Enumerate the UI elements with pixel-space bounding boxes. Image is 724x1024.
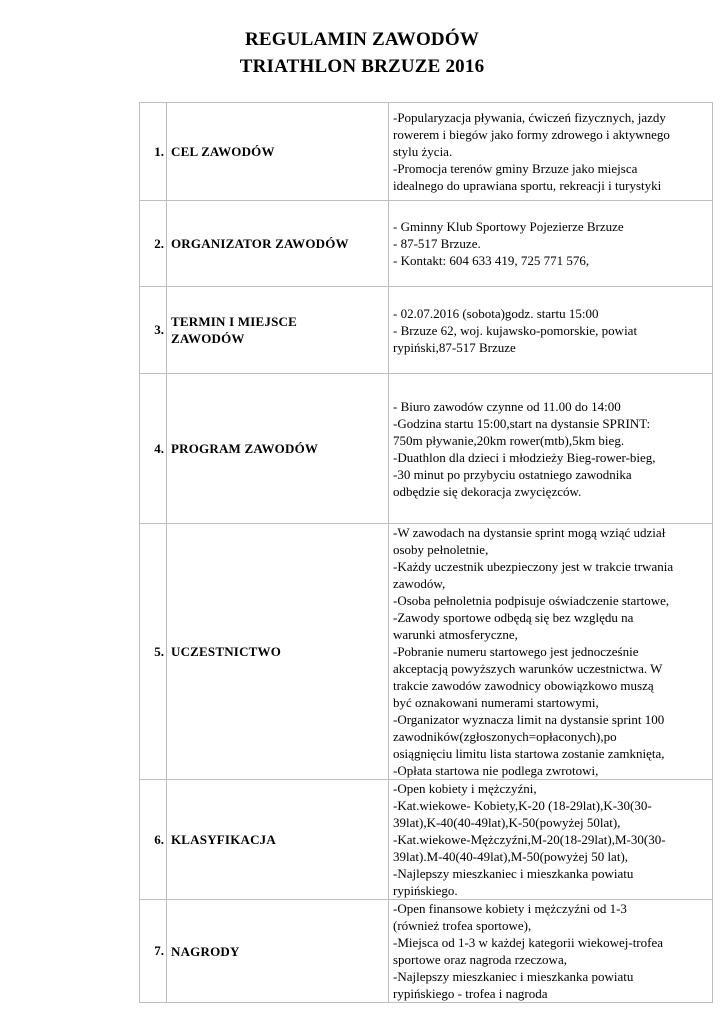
- description-line: osiągnięciu limitu lista startowa zostanie zamknięta,: [393, 746, 665, 761]
- table-row: [140, 103, 713, 201]
- description-line: -Osoba pełnoletnia podpisuje oświadczenie startowe,: [393, 593, 670, 608]
- description-line: -Promocja terenów gminy Brzuze jako miejsca: [393, 161, 638, 176]
- section-description: [389, 780, 713, 900]
- description-line: osoby pełnoletnie,: [393, 542, 489, 557]
- description-line: -Najlepszy mieszkaniec i mieszkanka powiatu: [393, 866, 634, 881]
- section-name-line: TERMIN I MIEJSCE: [171, 314, 297, 329]
- description-line: -Open finansowe kobiety i mężczyźni od 1-3: [393, 901, 627, 916]
- description-line: rypiński,87-517 Brzuze: [393, 339, 516, 355]
- description-line: -Najlepszy mieszkaniec i mieszkanka powiatu: [393, 969, 634, 984]
- section-description: [389, 201, 713, 287]
- description-line: -Kat.wiekowe-Mężczyźni,M-20(18-29lat),M-30(30-: [393, 832, 666, 847]
- description-line: - 02.07.2016 (sobota)godz. startu 15:00: [393, 305, 599, 321]
- section-name: KLASYFIKACJA: [167, 780, 389, 900]
- description-line: (również trofea sportowe),: [393, 918, 532, 933]
- regulations-table: [139, 102, 713, 1003]
- description-line: rowerem i biegów jako formy zdrowego i aktywnego: [393, 127, 670, 142]
- description-line: warunki atmosferyczne,: [393, 627, 518, 642]
- description-line: -W zawodach na dystansie sprint mogą wziąć udział: [393, 525, 666, 540]
- section-number: 3.: [140, 287, 167, 374]
- description-line: 750m pływanie,20km rower(mtb),5km bieg.: [393, 432, 625, 448]
- description-line: -Duathlon dla dzieci i młodzieży Bieg-rower-bieg,: [393, 449, 656, 465]
- description-line: - Gminny Klub Sportowy Pojezierze Brzuze: [393, 219, 624, 234]
- description-line: -Każdy uczestnik ubezpieczony jest w trakcie trwania: [393, 559, 674, 574]
- description-line: - Kontakt: 604 633 419, 725 771 576,: [393, 253, 590, 268]
- section-number: 6.: [140, 780, 167, 900]
- description-line: idealnego do uprawiana sportu, rekreacji i turystyki: [393, 178, 662, 193]
- section-description: [389, 524, 713, 780]
- description-line: rypińskiego - trofea i nagroda: [393, 986, 548, 1001]
- description-line: -30 minut po przybyciu ostatniego zawodnika: [393, 466, 632, 482]
- section-description: [389, 103, 713, 201]
- table-row: [140, 524, 713, 780]
- description-line: trakcie zawodów zawodnicy obowiązkowo muszą: [393, 678, 654, 693]
- description-line: zawodów,: [393, 576, 446, 591]
- document-title: REGULAMIN ZAWODÓW: [244, 29, 480, 50]
- description-line: -Pobranie numeru startowego jest jednocześnie: [393, 644, 639, 659]
- description-line: sportowe oraz nagroda rzeczowa,: [393, 952, 567, 967]
- section-number: 2.: [140, 201, 167, 287]
- table-row: [140, 287, 713, 374]
- description-line: -Miejsca od 1-3 w każdej kategorii wiekowej-trofea: [393, 935, 664, 950]
- section-name: ORGANIZATOR ZAWODÓW: [167, 201, 389, 287]
- section-name: NAGRODY: [167, 900, 389, 1003]
- table-row: [140, 201, 713, 287]
- section-number: 4.: [140, 374, 167, 524]
- description-line: zawodników(zgłoszonych=opłaconych),po: [393, 729, 617, 744]
- description-line: być oznakowani numerami startowymi,: [393, 695, 599, 710]
- description-line: - Biuro zawodów czynne od 11.00 do 14:00: [393, 398, 621, 414]
- table-row: [140, 374, 713, 524]
- section-name-line: ZAWODÓW: [171, 331, 245, 346]
- section-description: [389, 900, 713, 1003]
- description-line: -Popularyzacja pływania, ćwiczeń fizycznych, jazdy: [393, 110, 666, 125]
- description-line: akceptacją powyższych warunków uczestnictwa. W: [393, 661, 663, 676]
- section-name: PROGRAM ZAWODÓW: [167, 374, 389, 524]
- description-line: 39lat).M-40(40-49lat),M-50(powyżej 50 lat),: [393, 849, 629, 864]
- description-line: - Brzuze 62, woj. kujawsko-pomorskie, powiat: [393, 322, 638, 338]
- description-line: rypińskiego.: [393, 883, 458, 898]
- description-line: -Opłata startowa nie podlega zwrotowi,: [393, 763, 599, 778]
- description-line: - 87-517 Brzuze.: [393, 236, 481, 251]
- description-line: 39lat),K-40(40-49lat),K-50(powyżej 50lat),: [393, 815, 621, 830]
- description-line: -Zawody sportowe odbędą się bez względu na: [393, 610, 634, 625]
- document-subtitle: TRIATHLON BRZUZE 2016: [239, 56, 485, 77]
- table-row: [140, 780, 713, 900]
- description-line: odbędzie się dekoracja zwycięzców.: [393, 483, 582, 499]
- section-description: [389, 374, 713, 524]
- description-line: -Godzina startu 15:00,start na dystansie SPRINT:: [393, 415, 651, 431]
- section-description: [389, 287, 713, 374]
- description-line: stylu życia.: [393, 144, 453, 159]
- section-number: 7.: [140, 900, 167, 1003]
- table-row: [140, 900, 713, 1003]
- section-name: UCZESTNICTWO: [167, 524, 389, 780]
- section-number: 5.: [140, 524, 167, 780]
- section-name: CEL ZAWODÓW: [167, 103, 389, 201]
- section-name: [167, 287, 389, 374]
- description-line: -Open kobiety i mężczyźni,: [393, 781, 537, 796]
- section-number: 1.: [140, 103, 167, 201]
- description-line: -Kat.wiekowe- Kobiety,K-20 (18-29lat),K-30(30-: [393, 798, 652, 813]
- description-line: -Organizator wyznacza limit na dystansie sprint 100: [393, 712, 665, 727]
